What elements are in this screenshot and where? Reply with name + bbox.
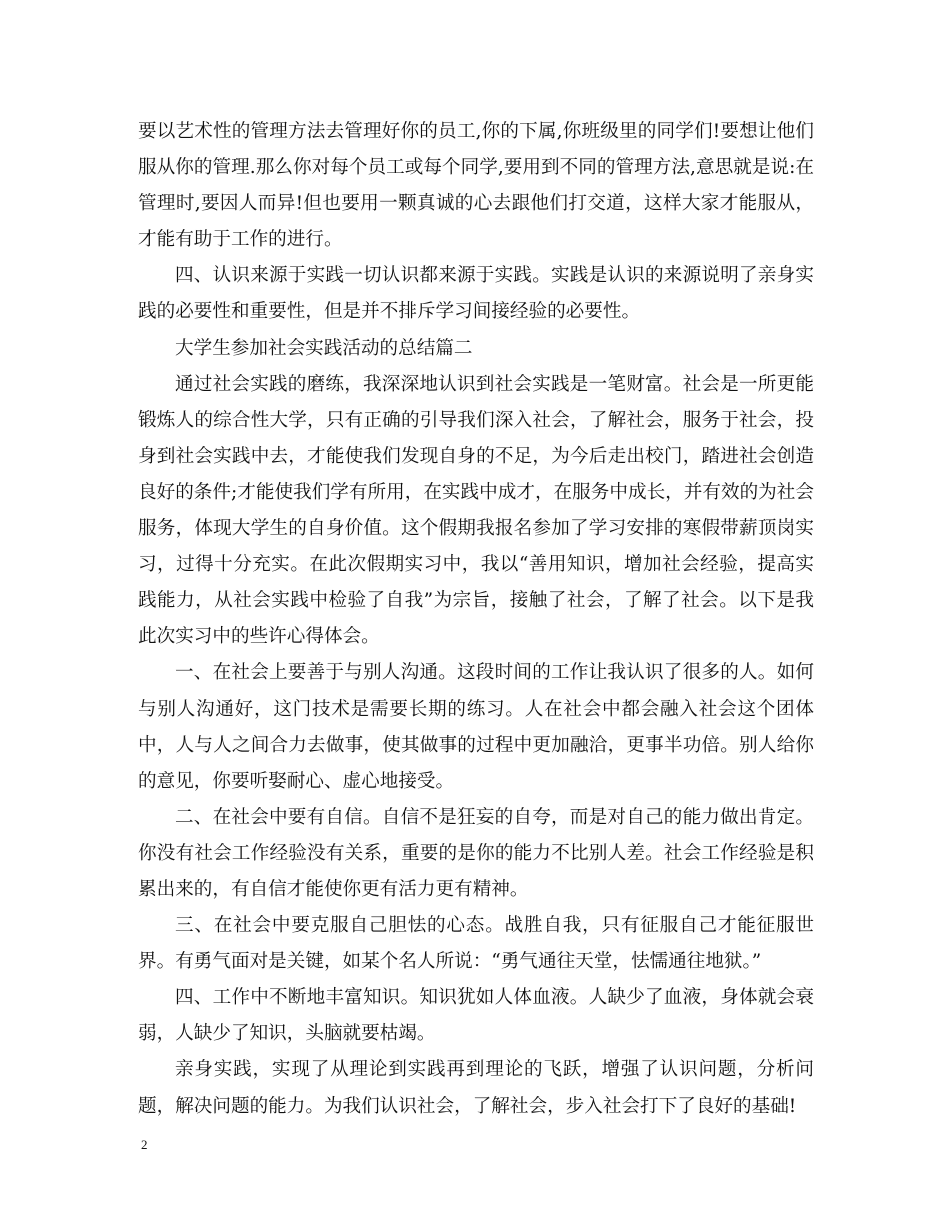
document-body (138, 114, 814, 1125)
section-heading: 大学生参加社会实践活动的总结篇二 (175, 337, 473, 359)
paragraph-introduction: 通过社会实践的磨练，我深深地认识到社会实践是一笔财富。社会是一所更能锻炼人的综合性大学，只有正确的引导我们深入社会，了解社会，服务于社会，投身到社会实践中去，才能使我们发现自身的不足，为今后走出校门，踏进社会创造良好的条件;才能使我们学有所用，在实践中成才，在服务中成长，并有效的为社会服务，体现大学生的自身价值。这个假期我报名参加了学习安排的寒假带薪顶岗实习，过得十分充实。在此次假期实习中，我以“善用知识，增加社会经验，提高实践能力，从社会实践中检验了自我”为宗旨，接触了社会，了解了社会。以下是我此次实习中的些许心得体会。 (138, 373, 814, 648)
paragraph-practice-source: 四、认识来源于实践一切认识都来源于实践。实践是认识的来源说明了亲身实践的必要性和重要性，但是并不排斥学习间接经验的必要性。 (138, 265, 814, 323)
paragraph-point-knowledge: 四、工作中不断地丰富知识。知识犹如人体血液。人缺少了血液，身体就会衰弱，人缺少了知识，头脑就要枯竭。 (138, 987, 814, 1045)
paragraph-conclusion: 亲身实践，实现了从理论到实践再到理论的飞跃，增强了认识问题，分析问题，解决问题的能力。为我们认识社会，了解社会，步入社会打下了良好的基础! (138, 1059, 814, 1117)
paragraph-management-continuation: 要以艺术性的管理方法去管理好你的员工,你的下属,你班级里的同学们!要想让他们服从你的管理.那么你对每个员工或每个同学,要用到不同的管理方法,意思就是说:在管理时,要因人而异!但也要用一颗真诚的心去跟他们打交道，这样大家才能服从，才能有助于工作的进行。 (138, 121, 814, 251)
paragraph-point-courage: 三、在社会中要克服自己胆怯的心态。战胜自我，只有征服自己才能征服世界。有勇气面对是关键，如某个名人所说：“勇气通往天堂，怯懦通往地狱。” (138, 915, 814, 973)
page-number: 2 (141, 1137, 148, 1152)
paragraph-point-confidence: 二、在社会中要有自信。自信不是狂妄的自夸，而是对自己的能力做出肯定。你没有社会工作经验没有关系，重要的是你的能力不比别人差。社会工作经验是积累出来的，有自信才能使你更有活力更有精神。 (138, 806, 814, 900)
paragraph-point-communication: 一、在社会上要善于与别人沟通。这段时间的工作让我认识了很多的人。如何与别人沟通好，这门技术是需要长期的练习。人在社会中都会融入社会这个团体中，人与人之间合力去做事，使其做事的过程中更加融洽，更事半功倍。别人给你的意见，你要听娶耐心、虚心地接受。 (138, 662, 814, 792)
